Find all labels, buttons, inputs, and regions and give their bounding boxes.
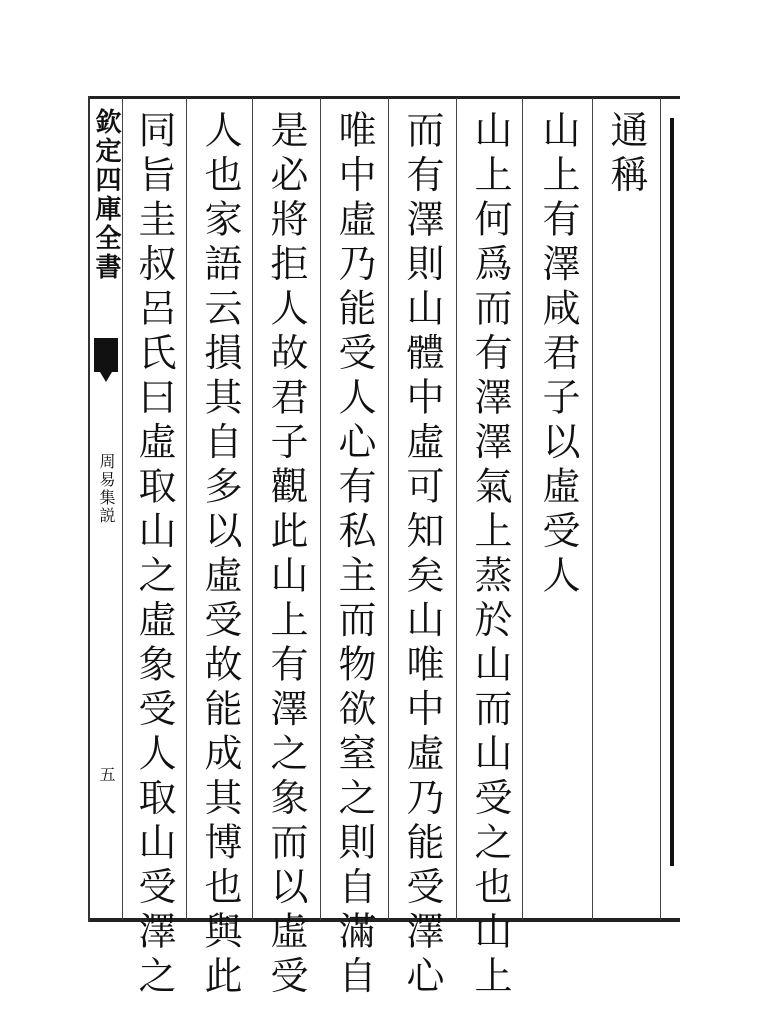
text-column-4: 而有澤則山體中虛可知矣山唯中虛乃能受澤心	[400, 110, 444, 1000]
column-rule	[122, 98, 123, 920]
text-column-6: 是必將拒人故君子觀此山上有澤之象而以虛受	[264, 110, 308, 1000]
text-column-5: 唯中虛乃能受人心有私主而物欲窒之則自滿自	[332, 110, 376, 1000]
text-column-2: 山上有澤咸君子以虛受人	[536, 110, 580, 600]
column-rule	[388, 98, 389, 920]
text-column-8: 同旨圭叔呂氏曰虛取山之虛象受人取山受澤之	[132, 110, 176, 1000]
fish-tail-mark-icon	[94, 338, 118, 372]
book-margin	[90, 98, 122, 920]
column-rule	[456, 98, 457, 920]
column-rule	[592, 98, 593, 920]
column-rule	[660, 98, 661, 920]
column-rule	[252, 98, 253, 920]
collection-title: 欽定四庫全書	[91, 108, 121, 282]
column-rule	[186, 98, 187, 920]
page-number: 五	[97, 766, 116, 782]
text-column-1: 通稱	[604, 110, 648, 199]
column-rule	[522, 98, 523, 920]
work-title: 周易集説	[97, 453, 116, 525]
text-column-7: 人也家語云損其自多以虛受故能成其博也與此	[198, 110, 242, 1000]
right-border	[670, 118, 674, 866]
text-column-3: 山上何爲而有澤澤氣上蒸於山而山受之也山上	[468, 110, 512, 1000]
column-rule	[320, 98, 321, 920]
